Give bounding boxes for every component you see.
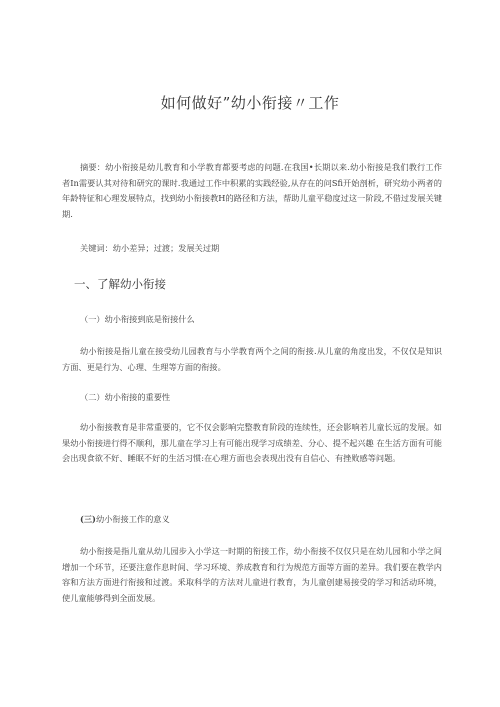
subsection-heading-importance: （二）幼小衔接的重要性 bbox=[80, 392, 171, 402]
section-heading-understand: 一、了解幼小衔接 bbox=[74, 277, 166, 291]
subsection-number: (三) bbox=[80, 514, 96, 524]
paragraph-what: 幼小衔接是指儿童在接受幼儿园教育与小学教育两个之间的衔接.从儿童的角度出发，不仅仅是知识方面、更是行为、心理、生理等方面的衔接。 bbox=[62, 346, 442, 372]
paragraph-meaning: 幼小衔接是指儿童从幼儿园步入小学这一时期的衔接工作，幼小衔接不仅仅只是在幼儿园和小学之间增加一个环节，还要注意作息时间、学习环境、养成教育和行为规范方面等方面的差异。我们要在教学内容和方法方面进行衔接和过渡。釆取科学的方法对儿童进行教育，为儿童创建易接受的学习和活动环境，使儿童能够得到全面发展。 bbox=[62, 546, 442, 603]
keywords-line: 关键词：幼小差异；过渡；发展关过期 bbox=[80, 243, 220, 253]
subsection-heading-meaning bbox=[80, 514, 170, 525]
abstract-paragraph: 摘要：幼小衔接是幼儿教育和小学教育都要考虑的问题.在我国•长期以来.幼小衔接是我们教行工作者In需要认其对待和研究的课时.我通过工作中积累的实践经验,从存在的问Sfi开始剖析，研究幼小两者的年龄特征和心理发展特点，找到幼小衔接教H的路径和方法，帮助儿童平稳度过这一阶段,不借过发展关键期. bbox=[62, 162, 442, 219]
document-title: 如何做好”幼小衔接〃工作 bbox=[160, 94, 340, 112]
subsection-title: 幼小衔接工作的意义 bbox=[95, 514, 170, 524]
paragraph-importance: 幼小衔接教育是非常重要的，它不仅会影响完整教育阶段的连续性，还会影响若儿童长远的发展。如果幼小衔接进行得不顺利，那儿童在学习上有可能出现学习成绩差、分心、提不起兴趣 在生活方面有可能会出现食欲不好、睡眠不好的生活习惯:在心理方面也会表现出没有自信心、有挫败感等问题。 bbox=[62, 422, 442, 463]
subsection-heading-what: （一）幼小衔接到底是衔接什么 bbox=[80, 314, 195, 324]
